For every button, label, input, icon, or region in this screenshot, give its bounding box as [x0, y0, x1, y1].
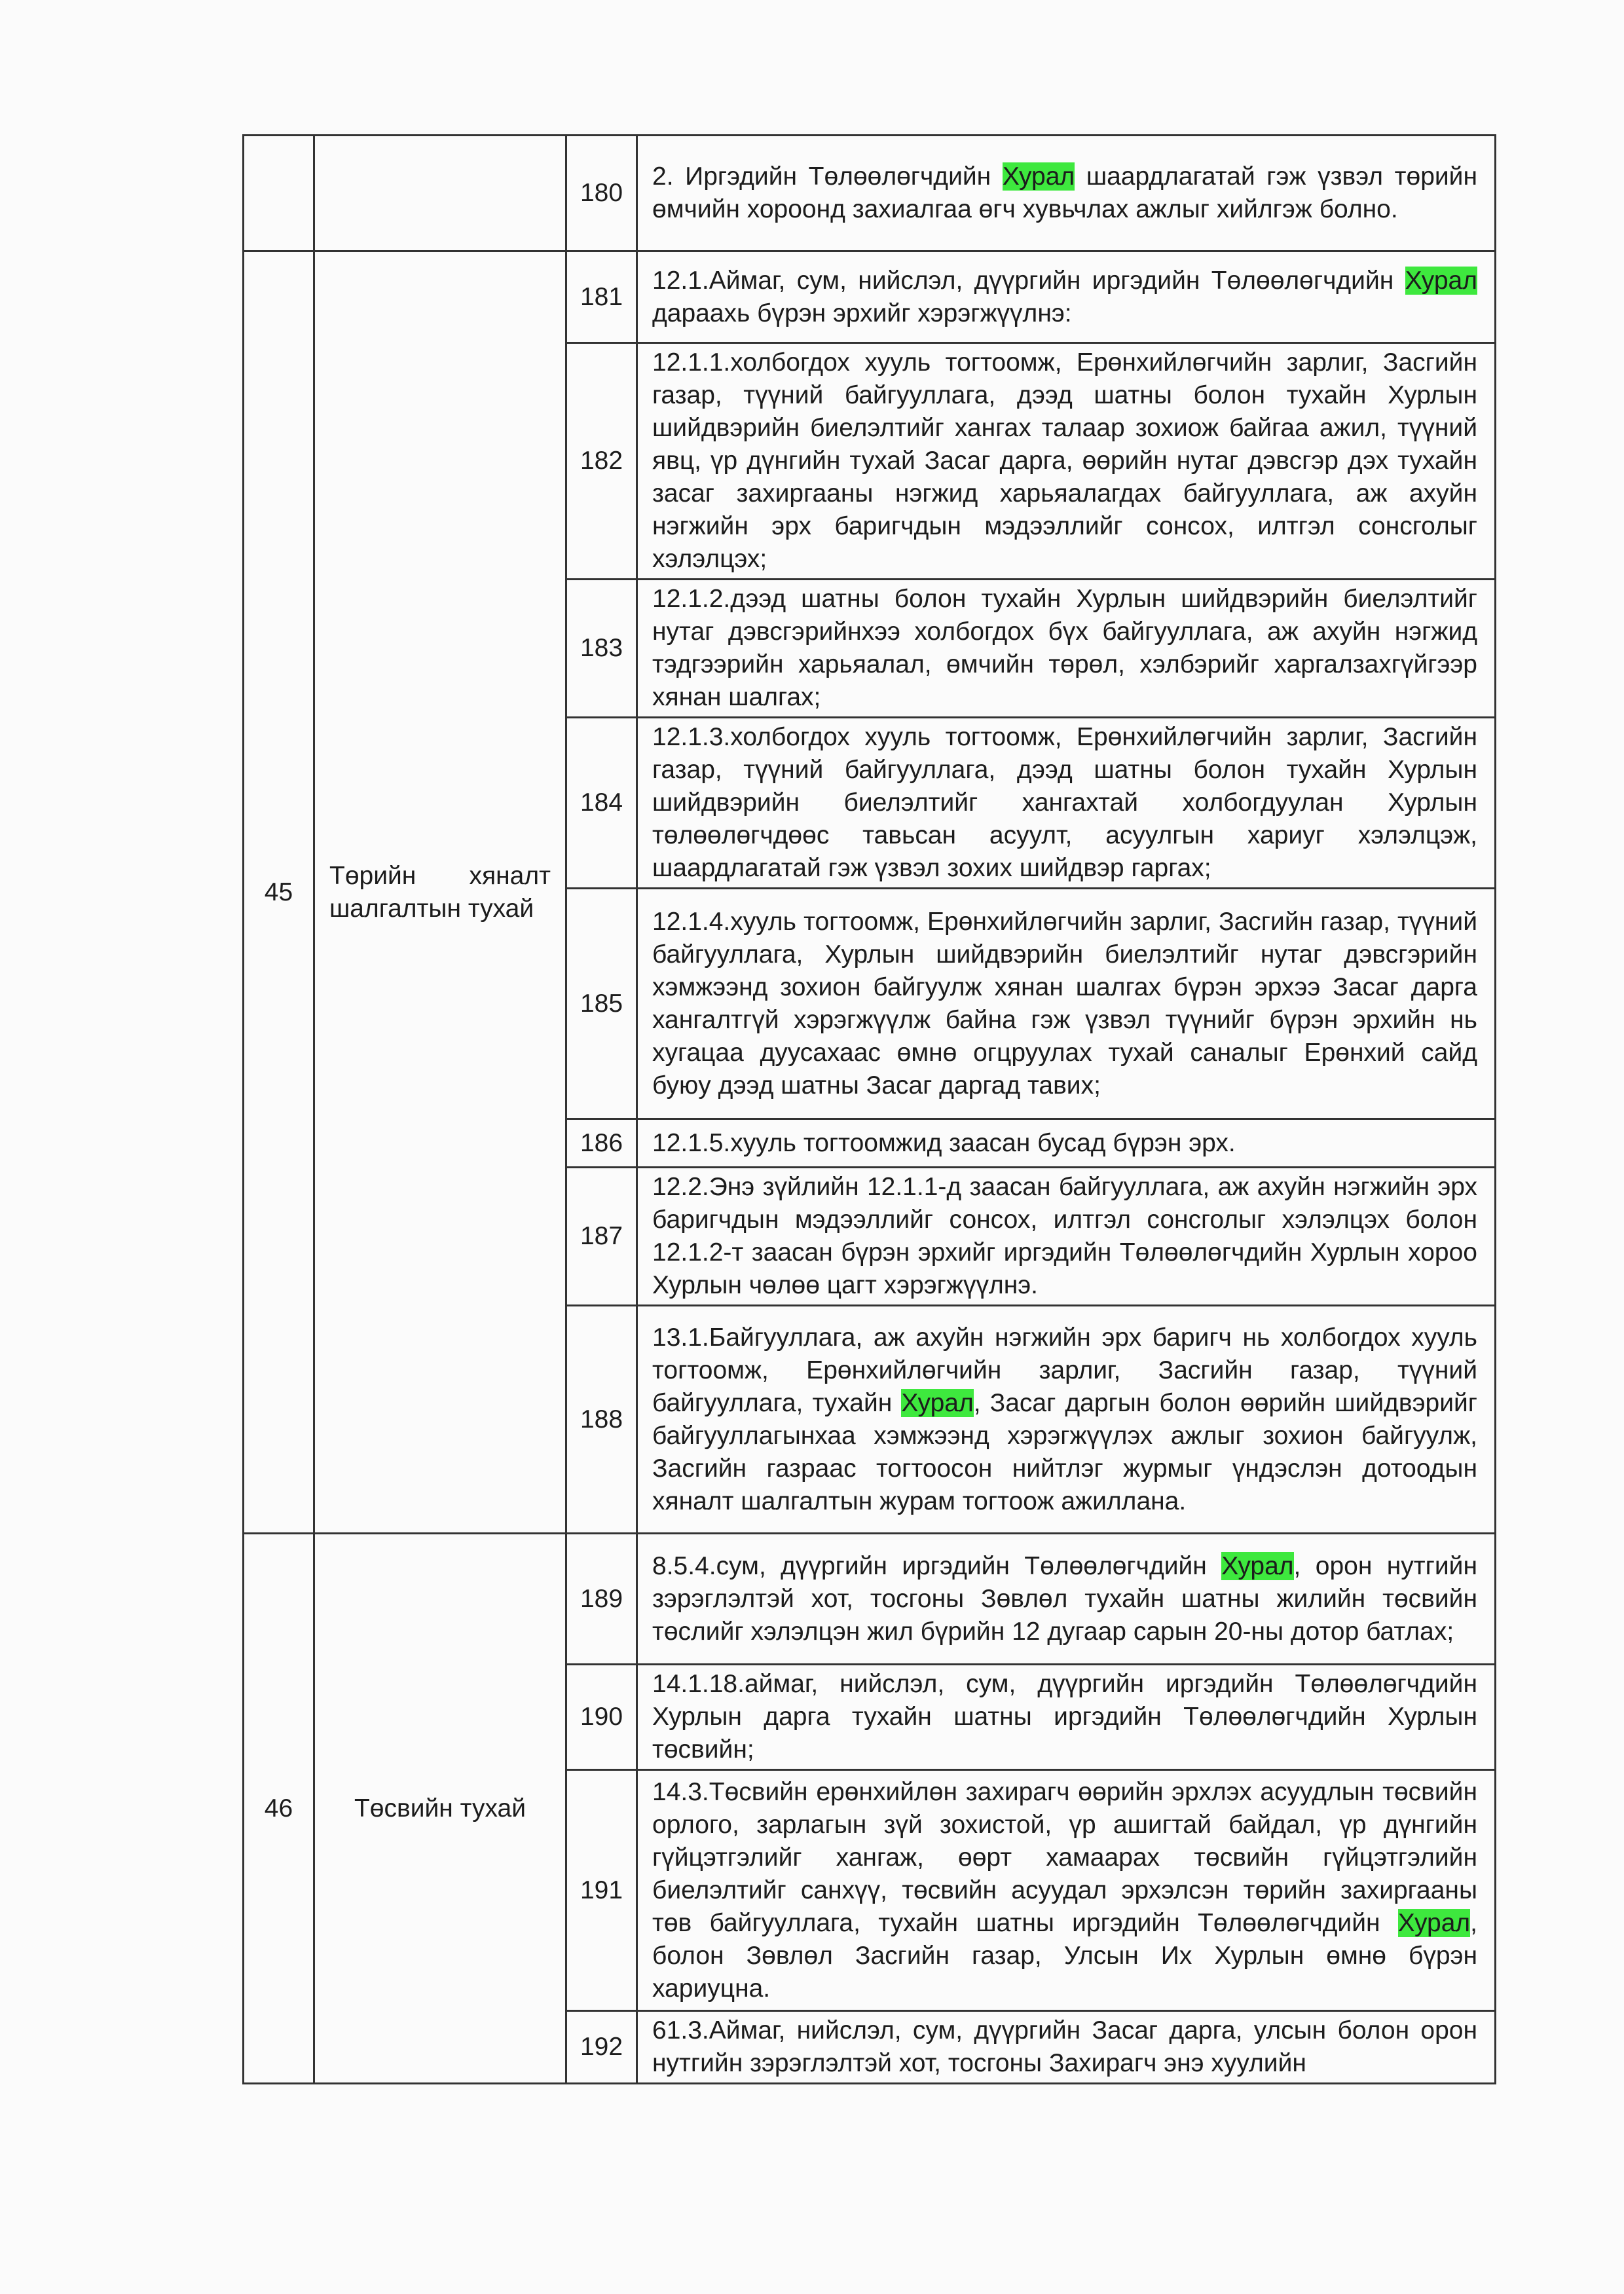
- row-number: 190: [566, 1665, 637, 1770]
- table-row: [244, 251, 1496, 343]
- row-text: 2. Иргэдийн Төлөөлөгчдийн Хурал шаардлагатай гэж үзвэл төрийн өмчийн хороонд захиалгаа өгч хувьчлах ажлыг хийлгэж болно.: [637, 136, 1496, 251]
- highlight-keyword: Хурал: [1405, 266, 1477, 295]
- table-row: [244, 136, 1496, 251]
- row-text: 12.1.1.холбогдох хууль тогтоомж, Ерөнхийлөгчийн зарлиг, Засгийн газар, түүний байгууллага, дээд шатны болон тухайн Хурлын шийдвэрийн биелэлтийг хангах талаар зохиож байгаа ажил, түүний явц, үр дүнгийн тухай Засаг дарга, өөрийн нутаг дэвсгэр дэх тухайн засаг захиргааны нэгжид харьяалагдах байгууллага, аж ахуйн нэгжийн эрх баригчдын мэдээллийг сонсох, илтгэл сонсголыг хэлэлцэх;: [637, 343, 1496, 580]
- table-row: [244, 1534, 1496, 1665]
- highlight-keyword: Хурал: [1221, 1551, 1294, 1580]
- row-number: 192: [566, 2011, 637, 2084]
- row-text: 61.3.Аймаг, нийслэл, сум, дүүргийн Засаг дарга, улсын болон орон нутгийн зэрэглэлтэй хот, тосгоны Захирагч энэ хуулийн: [637, 2011, 1496, 2084]
- group-title: [314, 136, 566, 251]
- law-reference-table: [242, 134, 1496, 2084]
- highlight-keyword: Хурал: [1397, 1908, 1471, 1937]
- row-text: 12.1.3.холбогдох хууль тогтоомж, Ерөнхийлөгчийн зарлиг, Засгийн газар, түүний байгууллага, дээд шатны болон тухайн Хурлын шийдвэрийн биелэлтийг хангахтай холбогдуулан Хурлын төлөөлөгчдөөс тавьсан асуулт, асуулгын хариуг хэлэлцэж, шаардлагатай гэж үзвэл зохих шийдвэр гаргах;: [637, 718, 1496, 889]
- group-number: 45: [244, 251, 314, 1534]
- row-text: 14.3.Төсвийн ерөнхийлөн захирагч өөрийн эрхлэх асуудлын төсвийн орлого, зарлагын зүй зохистой, үр ашигтай байдал, үр дүнгийн гүйцэтгэлийг хангаж, өөрт хамаарах төсвийн гүйцэтгэлийн биелэлтийг санхүү, төсвийн асуудал эрхэлсэн төрийн захиргааны төв байгууллага, тухайн шатны иргэдийн Төлөөлөгчдийн Хурал, болон Зөвлөл Засгийн газар, Улсын Их Хурлын өмнө бүрэн хариуцна.: [637, 1770, 1496, 2011]
- group-number: [244, 136, 314, 251]
- row-number: 186: [566, 1119, 637, 1168]
- row-number: 185: [566, 889, 637, 1119]
- row-text: 13.1.Байгууллага, аж ахуйн нэгжийн эрх баригч нь холбогдох хууль тогтоомж, Ерөнхийлөгчийн зарлиг, Засгийн газар, түүний байгууллага, тухайн Хурал, Засаг даргын болон өөрийн шийдвэрийг байгууллагынхаа хэмжээнд хэрэгжүүлэх ажлыг зохион байгуулж, Засгийн газраас тогтоосон нийтлэг журмыг үндэслэн дотоодын хяналт шалгалтын журам тогтоож ажиллана.: [637, 1306, 1496, 1534]
- row-text: 12.1.4.хууль тогтоомж, Ерөнхийлөгчийн зарлиг, Засгийн газар, түүний байгууллага, Хурлын шийдвэрийн биелэлтийг нутаг дэвсгэрийн хэмжээнд зохион байгуулж хянан шалгах бүрэн эрхээ Засаг дарга хангалтгүй хэрэгжүүлж байна гэж үзвэл түүнийг бүрэн эрхийн нь хугацаа дуусахаас өмнө огцруулах тухай саналыг Ерөнхий сайд буюу дээд шатны Засаг даргад тавих;: [637, 889, 1496, 1119]
- row-text: 12.2.Энэ зүйлийн 12.1.1-д заасан байгууллага, аж ахуйн нэгжийн эрх баригчдын мэдээллийг сонсох, илтгэл сонсголыг хэлэлцэх болон 12.1.2-т заасан бүрэн эрхийг иргэдийн Төлөөлөгчдийн Хурлын хороо Хурлын чөлөө цагт хэрэгжүүлнэ.: [637, 1168, 1496, 1306]
- group-number: 46: [244, 1534, 314, 2084]
- row-number: 181: [566, 251, 637, 343]
- row-number: 180: [566, 136, 637, 251]
- row-number: 184: [566, 718, 637, 889]
- highlight-keyword: Хурал: [1002, 162, 1075, 191]
- row-number: 182: [566, 343, 637, 580]
- row-text: 12.1.2.дээд шатны болон тухайн Хурлын шийдвэрийн биелэлтийг нутаг дэвсгэрийнхээ холбогдох бүх байгууллага, аж ахуйн нэгжид тэдгээрийн харьяалал, өмчийн төрөл, хэлбэрийг харгалзахгүйгээр хянан шалгах;: [637, 580, 1496, 718]
- row-text: 8.5.4.сум, дүүргийн иргэдийн Төлөөлөгчдийн Хурал, орон нутгийн зэрэглэлтэй хот, тосгоны Зөвлөл тухайн шатны жилийн төсвийн төслийг хэлэлцэн жил бүрийн 12 дугаар сарын 20-ны дотор батлах;: [637, 1534, 1496, 1665]
- row-text: 12.1.Аймаг, сум, нийслэл, дүүргийн иргэдийн Төлөөлөгчдийн Хурал дараахь бүрэн эрхийг хэрэгжүүлнэ:: [637, 251, 1496, 343]
- group-title: Төсвийн тухай: [314, 1534, 566, 2084]
- row-number: 189: [566, 1534, 637, 1665]
- row-number: 183: [566, 580, 637, 718]
- row-number: 188: [566, 1306, 637, 1534]
- row-text: 14.1.18.аймаг, нийслэл, сум, дүүргийн иргэдийн Төлөөлөгчдийн Хурлын дарга тухайн шатны иргэдийн Төлөөлөгчдийн Хурлын төсвийн;: [637, 1665, 1496, 1770]
- row-number: 191: [566, 1770, 637, 2011]
- row-number: 187: [566, 1168, 637, 1306]
- highlight-keyword: Хурал: [901, 1388, 974, 1417]
- group-title: Төрийн хяналт шалгалтын тухай: [314, 251, 566, 1534]
- row-text: 12.1.5.хууль тогтоомжид заасан бусад бүрэн эрх.: [637, 1119, 1496, 1168]
